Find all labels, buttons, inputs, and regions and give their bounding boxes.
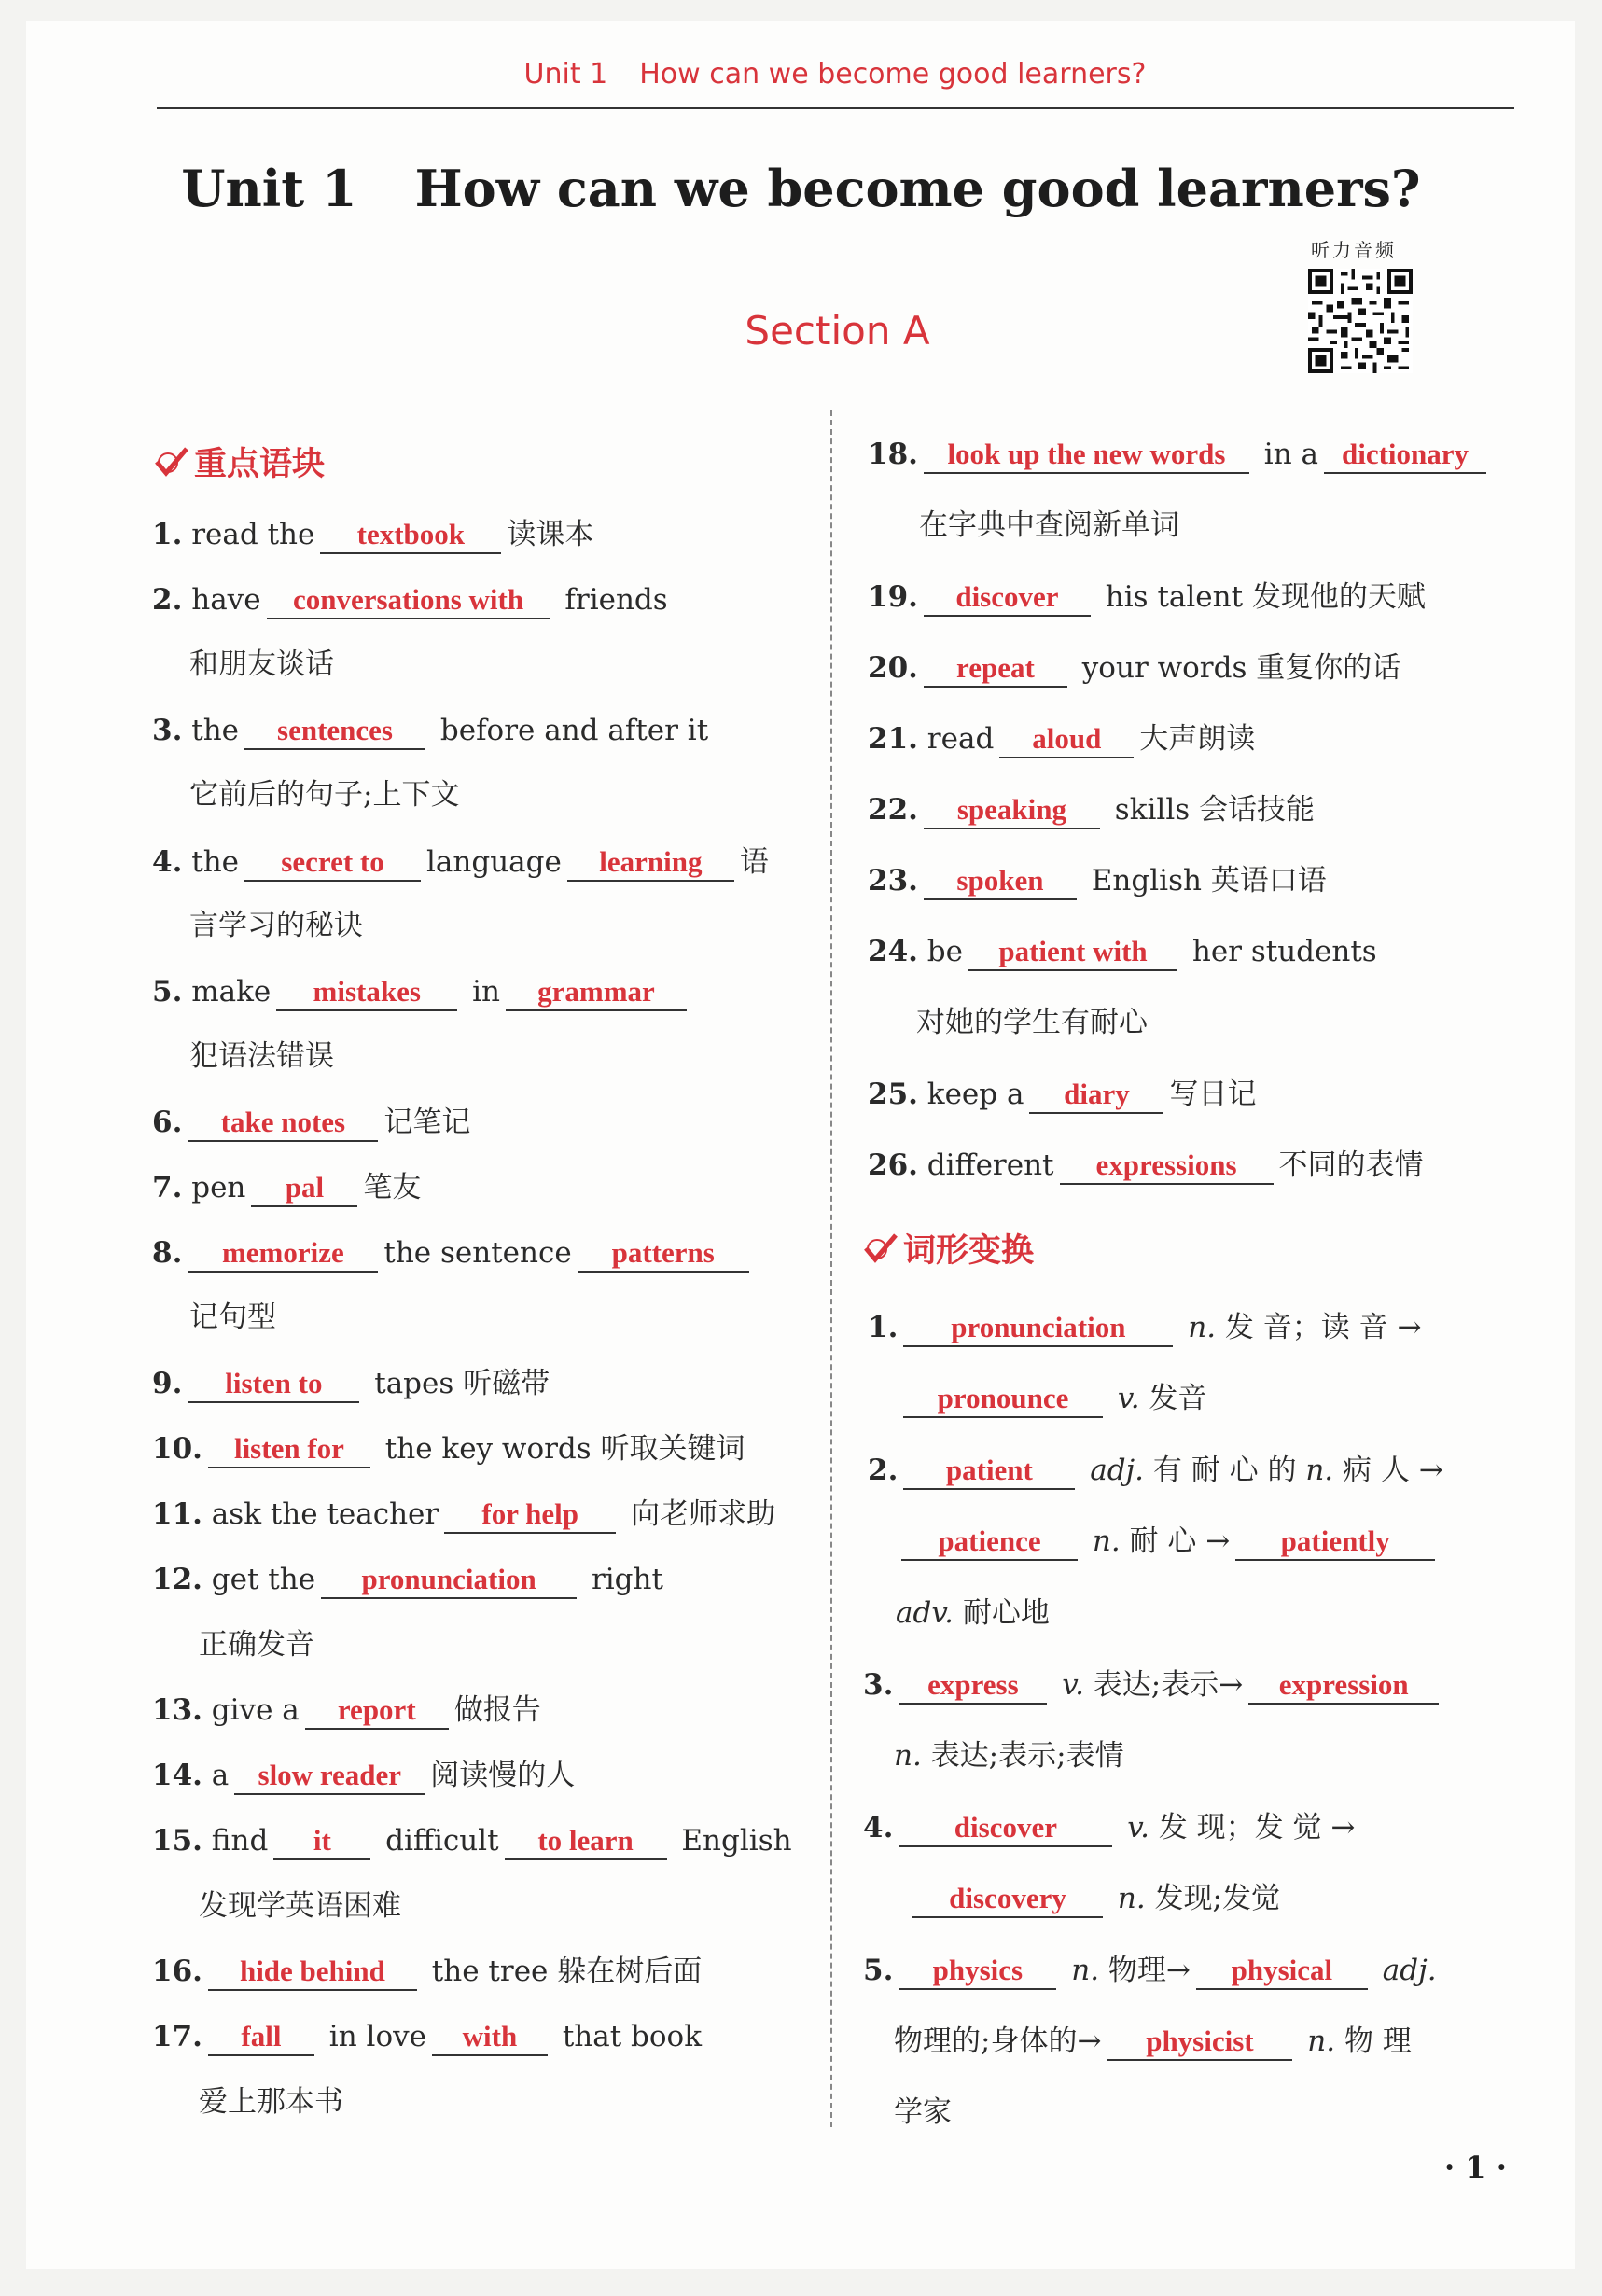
header-rule xyxy=(157,107,1514,109)
list-item-translation: 爱上那本书 xyxy=(199,2085,343,2119)
answer-blank[interactable]: slow reader xyxy=(234,1758,425,1795)
answer-blank[interactable]: expression xyxy=(1248,1667,1439,1705)
list-item: 19. discover his talent 发现他的天赋 xyxy=(868,578,1426,617)
list-item: 5. make mistakes in grammar xyxy=(152,973,692,1011)
answer-blank[interactable]: pronunciation xyxy=(321,1562,577,1599)
answer-blank[interactable]: spoken xyxy=(924,863,1077,900)
answer-blank[interactable]: aloud xyxy=(999,721,1134,758)
running-header-title: How can we become good learners? xyxy=(639,58,1147,90)
running-header xyxy=(159,58,1511,90)
list-item: 学家 xyxy=(894,2095,952,2129)
word-forms-heading xyxy=(864,1225,1034,1272)
answer-blank[interactable]: patient with xyxy=(968,934,1177,971)
list-item: 22. speaking skills 会话技能 xyxy=(868,791,1315,829)
answer-blank[interactable]: patiently xyxy=(1235,1524,1435,1561)
list-item: 14. a slow reader 阅读慢的人 xyxy=(152,1757,575,1795)
answer-blank[interactable]: secret to xyxy=(244,844,421,882)
list-item: 15. find it difficult to learn English xyxy=(152,1822,792,1860)
answer-blank[interactable]: pronounce xyxy=(903,1381,1103,1418)
list-item: 2. have conversations with friends xyxy=(152,581,668,619)
column-divider xyxy=(830,410,832,2127)
list-item: patience n. 耐 心 → patiently xyxy=(896,1523,1441,1561)
answer-blank[interactable]: repeat xyxy=(924,650,1067,688)
list-item: 26. different expressions 不同的表情 xyxy=(868,1147,1424,1185)
key-phrases-heading-text: 重点语块 xyxy=(194,446,326,483)
list-item-translation: 在字典中查阅新单词 xyxy=(919,508,1179,542)
list-item: 13. give a report 做报告 xyxy=(152,1691,541,1730)
list-item: 11. ask the teacher for help 向老师求助 xyxy=(152,1496,775,1534)
list-item: 6. take notes 记笔记 xyxy=(152,1104,470,1142)
answer-blank[interactable]: learning xyxy=(567,844,734,882)
answer-blank[interactable]: listen to xyxy=(188,1366,359,1403)
answer-blank[interactable]: dictionary xyxy=(1324,437,1486,474)
list-item: 4. the secret to language learning 语 xyxy=(152,843,769,882)
list-item-translation: 它前后的句子;上下文 xyxy=(189,778,460,812)
list-item: 25. keep a diary 写日记 xyxy=(868,1076,1256,1114)
answer-blank[interactable]: discovery xyxy=(912,1881,1103,1918)
list-item: 18. look up the new words in a dictionary xyxy=(868,436,1492,474)
section-title: Section A xyxy=(745,308,930,354)
answer-blank[interactable]: listen for xyxy=(208,1431,370,1468)
answer-blank[interactable]: physical xyxy=(1196,1953,1368,1990)
answer-blank[interactable]: for help xyxy=(444,1496,616,1534)
answer-blank[interactable]: fall xyxy=(208,2019,314,2056)
list-item: 10. listen for the key words 听取关键词 xyxy=(152,1430,745,1468)
answer-blank[interactable]: mistakes xyxy=(276,974,457,1011)
list-item: 16. hide behind the tree 躲在树后面 xyxy=(152,1953,702,1991)
word-forms-heading-text: 词形变换 xyxy=(903,1232,1035,1270)
page-number: · 1 · xyxy=(1444,2150,1507,2185)
check-icon xyxy=(155,446,188,478)
list-item-translation: 记句型 xyxy=(189,1301,276,1334)
answer-blank[interactable]: diary xyxy=(1029,1077,1163,1114)
list-item: 23. spoken English 英语口语 xyxy=(868,862,1327,900)
running-header-unit: Unit 1 xyxy=(523,58,608,90)
answer-blank[interactable]: expressions xyxy=(1060,1148,1274,1185)
list-item: discovery n. 发现;发觉 xyxy=(907,1880,1280,1918)
answer-blank[interactable]: hide behind xyxy=(208,1954,417,1991)
answer-blank[interactable]: it xyxy=(273,1823,370,1860)
answer-blank[interactable]: textbook xyxy=(320,517,501,554)
list-item: adv. 耐心地 xyxy=(896,1596,1050,1630)
list-item: 17. fall in love with that book xyxy=(152,2018,702,2056)
list-item-translation: 发现学英语困难 xyxy=(199,1889,401,1923)
answer-blank[interactable]: patient xyxy=(903,1453,1075,1490)
qr-label: 听力音频 xyxy=(1311,239,1397,261)
answer-blank[interactable]: to learn xyxy=(505,1823,667,1860)
list-item: 20. repeat your words 重复你的话 xyxy=(868,649,1400,688)
list-item-translation: 正确发音 xyxy=(199,1628,314,1662)
answer-blank[interactable]: express xyxy=(899,1667,1047,1705)
answer-blank[interactable]: sentences xyxy=(244,713,425,750)
list-item: 7. pen pal 笔友 xyxy=(152,1169,421,1207)
list-item: 12. get the pronunciation right xyxy=(152,1561,663,1599)
check-icon xyxy=(864,1232,898,1264)
list-item: 21. read aloud 大声朗读 xyxy=(868,720,1255,758)
list-item: 5. physics n. 物理→ physical adj. xyxy=(863,1952,1437,1990)
list-item: 物理的;身体的→ physicist n. 物 理 xyxy=(894,2023,1412,2061)
answer-blank[interactable]: grammar xyxy=(506,974,687,1011)
list-item-translation: 言学习的秘诀 xyxy=(189,909,363,942)
answer-blank[interactable]: with xyxy=(432,2019,548,2056)
answer-blank[interactable]: patience xyxy=(901,1524,1078,1561)
answer-blank[interactable]: take notes xyxy=(188,1105,378,1142)
list-item: 4. discover v. 发 现；发 觉 → xyxy=(863,1809,1355,1847)
list-item: 9. listen to tapes 听磁带 xyxy=(152,1365,550,1403)
key-phrases-heading xyxy=(155,438,325,485)
answer-blank[interactable]: pronunciation xyxy=(903,1310,1173,1347)
answer-blank[interactable]: memorize xyxy=(188,1235,378,1273)
list-item: 3. the sentences before and after it xyxy=(152,712,708,750)
unit-title-text: How can we become good learners? xyxy=(414,159,1421,218)
list-item-translation: 对她的学生有耐心 xyxy=(916,1006,1148,1039)
answer-blank[interactable]: discover xyxy=(924,579,1091,617)
unit-title-number: Unit 1 xyxy=(181,159,357,218)
answer-blank[interactable]: look up the new words xyxy=(924,437,1249,474)
answer-blank[interactable]: physicist xyxy=(1107,2024,1292,2061)
answer-blank[interactable]: speaking xyxy=(924,792,1100,829)
unit-title xyxy=(0,159,1602,218)
list-item-translation: 和朋友谈话 xyxy=(189,647,334,681)
answer-blank[interactable]: conversations with xyxy=(267,582,550,619)
list-item: n. 表达;表示;表情 xyxy=(894,1739,1124,1773)
list-item: pronounce v. 发音 xyxy=(898,1380,1206,1418)
list-item: 1. pronunciation n. 发 音；读 音 → xyxy=(868,1309,1421,1347)
answer-blank[interactable]: patterns xyxy=(578,1235,749,1273)
list-item: 8. memorize the sentence patterns xyxy=(152,1234,755,1273)
answer-blank[interactable]: report xyxy=(305,1692,449,1730)
answer-blank[interactable]: pal xyxy=(251,1170,357,1207)
list-item-translation: 犯语法错误 xyxy=(189,1039,334,1073)
list-item: 24. be patient with her students xyxy=(868,933,1377,971)
list-item: 1. read the textbook 读课本 xyxy=(152,516,593,554)
answer-blank[interactable]: physics xyxy=(899,1953,1056,1990)
answer-blank[interactable]: discover xyxy=(899,1810,1112,1847)
list-item: 3. express v. 表达;表示→ expression xyxy=(863,1666,1444,1705)
list-item: 2. patient adj. 有 耐 心 的 n. 病 人 → xyxy=(868,1452,1443,1490)
